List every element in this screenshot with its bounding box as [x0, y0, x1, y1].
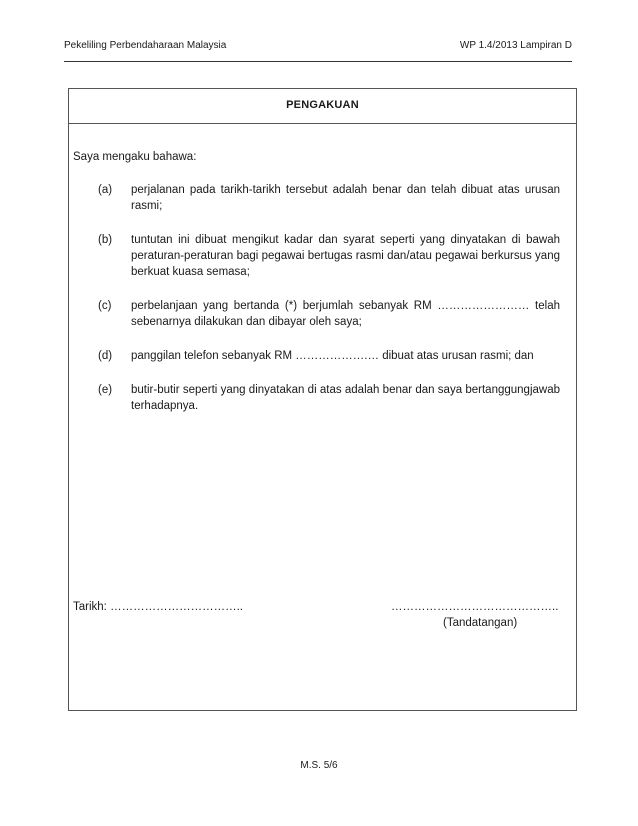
signature-line: …………………………………….. [391, 601, 559, 613]
declaration-item-a [98, 182, 560, 214]
item-marker: (c) [98, 300, 112, 312]
declaration-item-b [98, 232, 560, 280]
header-document-reference: WP 1.4/2013 Lampiran D [459, 40, 572, 51]
date-field-label: Tarikh: …………………………….. [73, 601, 243, 613]
item-text: butir-butir seperti yang dinyatakan di atas adalah benar dan saya bertanggungjawab terhadapnya. [131, 384, 560, 412]
item-marker: (a) [98, 184, 113, 196]
signature-caption: (Tandatangan) [443, 617, 518, 629]
declaration-item-d [98, 348, 560, 364]
item-text: perbelanjaan yang bertanda (*) berjumlah sebanyak RM …………………… telah sebenarnya dilakukan dan dibayar oleh saya; [131, 300, 560, 328]
form-title: PENGAKUAN [69, 89, 576, 124]
item-text: panggilan telefon sebanyak RM ……………….… dibuat atas urusan rasmi; dan [131, 350, 534, 362]
declaration-item-c [98, 298, 560, 330]
item-marker: (e) [98, 384, 113, 396]
item-text: perjalanan pada tarikh-tarikh tersebut adalah benar dan telah dibuat atas urusan rasmi; [131, 184, 560, 212]
page-header [64, 40, 572, 54]
header-divider [64, 61, 572, 62]
page-number: M.S. 5/6 [300, 760, 338, 771]
item-marker: (b) [98, 234, 113, 246]
declaration-item-e [98, 382, 560, 414]
header-publication-title: Pekeliling Perbendaharaan Malaysia [64, 40, 227, 51]
declaration-intro: Saya mengaku bahawa: [73, 151, 197, 163]
declaration-form [68, 88, 577, 711]
declaration-list [98, 182, 560, 432]
item-text: tuntutan ini dibuat mengikut kadar dan syarat seperti yang dinyatakan di bawah peraturan-peraturan bagi pegawai bertugas rasmi dan/atau pegawai berkursus yang berkuat kuasa semasa; [131, 234, 560, 278]
item-marker: (d) [98, 350, 113, 362]
